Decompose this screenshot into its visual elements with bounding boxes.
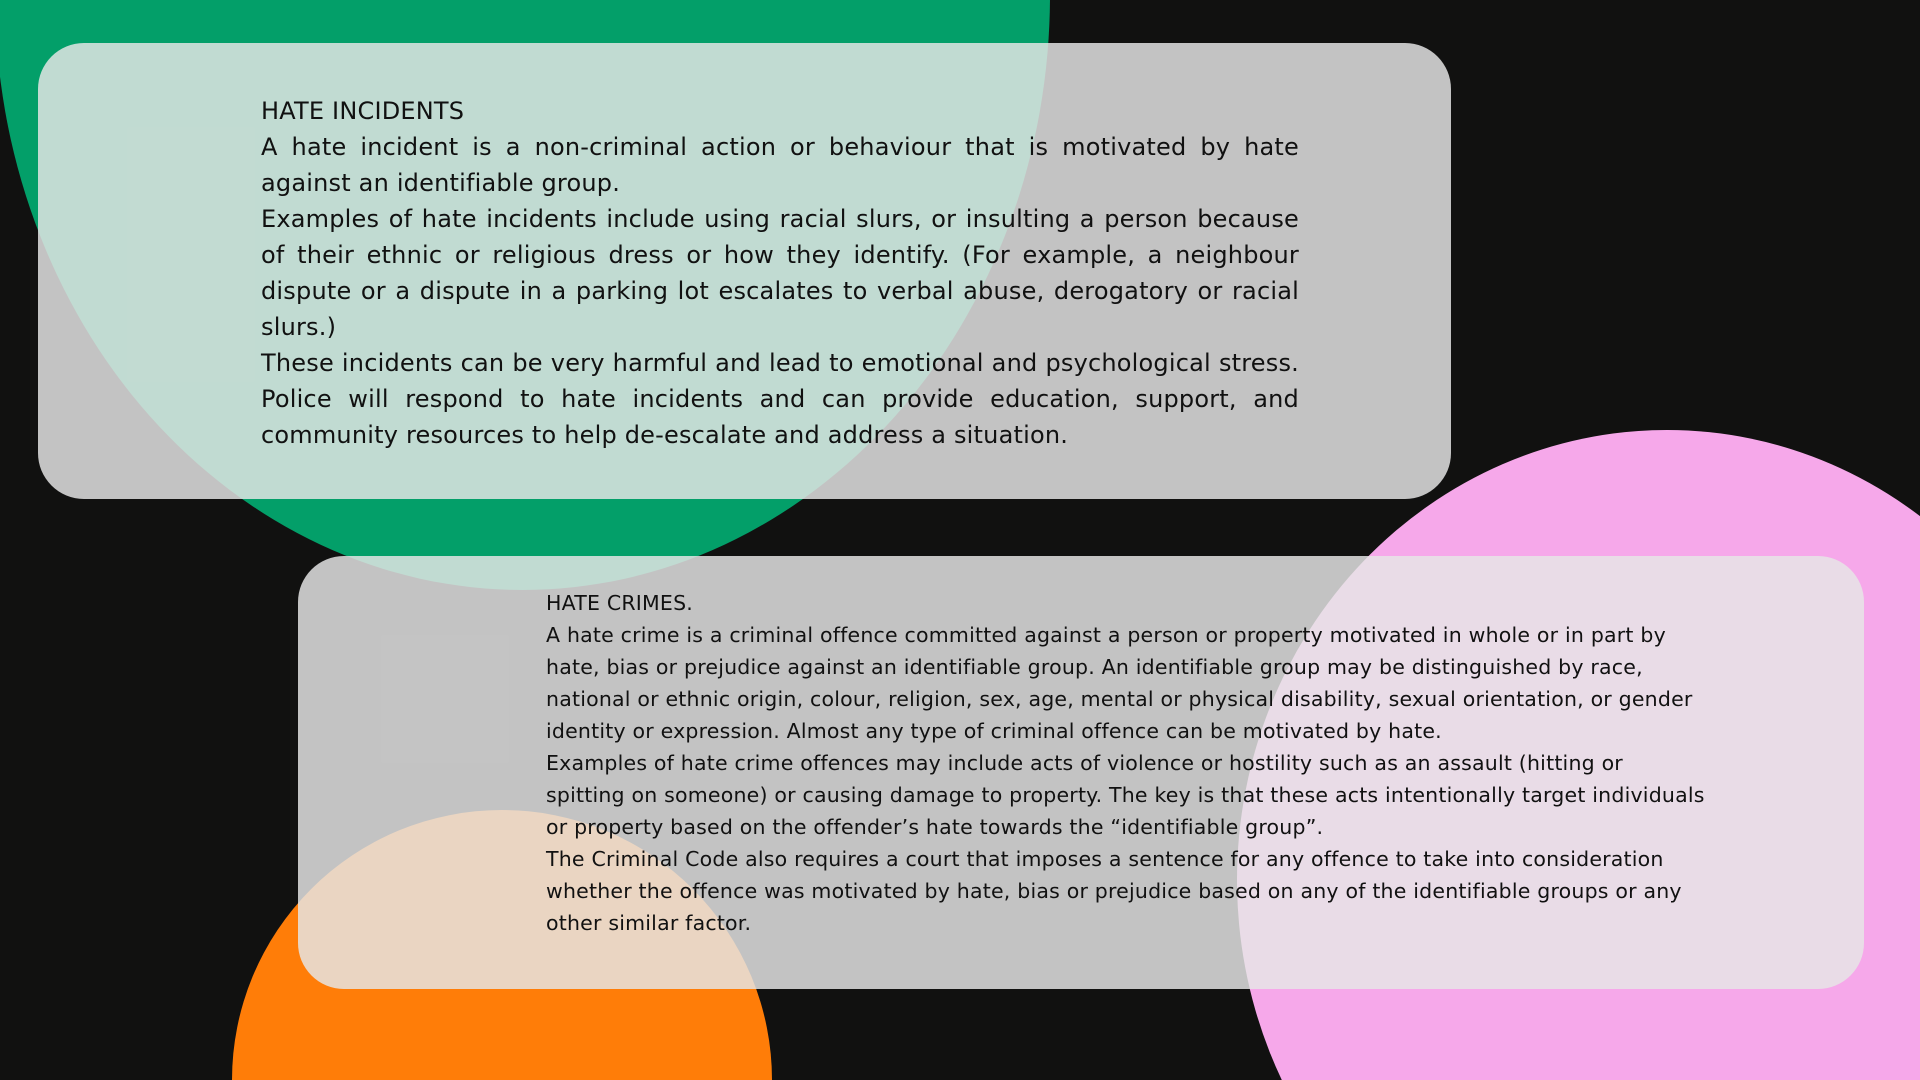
hate-crimes-criminal-code: The Criminal Code also requires a court that imposes a sentence for any offence to take into consideration whether the offence was motivated by hate, bias or prejudice based on any of the identifiable groups or any other similar factor. [546, 847, 1682, 935]
hate-incidents-card [38, 43, 1451, 499]
hate-crimes-examples: Examples of hate crime offences may include acts of violence or hostility such as an assault (hitting or spitting on someone) or causing damage to property. The key is that these acts intentionally target individuals or property based on the offender’s hate towards the “identifiable group”. [546, 751, 1705, 839]
hate-crimes-definition: A hate crime is a criminal offence committed against a person or property motivated in whole or in part by hate, bias or prejudice against an identifiable group. An identifiable group may be distinguished by race, national or ethnic origin, colour, religion, sex, age, mental or physical disability, sexual orientation, or gender identity or expression. Almost any type of criminal offence can be motivated by hate. [546, 623, 1693, 743]
hate-incidents-examples: Examples of hate incidents include using racial slurs, or insulting a person because of their ethnic or religious dress or how they identify. (For example, a neighbour dispute or a dispute in a parking lot escalates to verbal abuse, derogatory or racial slurs.) [261, 205, 1299, 341]
hate-crimes-card [298, 556, 1864, 989]
hate-crimes-heading: HATE CRIMES. [546, 591, 694, 615]
hate-incidents-text [261, 93, 1299, 453]
hate-incidents-heading: HATE INCIDENTS [261, 97, 465, 125]
hate-crimes-text [546, 587, 1706, 939]
hate-incidents-definition: A hate incident is a non-criminal action or behaviour that is motivated by hate against an identifiable group. [261, 133, 1299, 197]
hate-incidents-response: These incidents can be very harmful and lead to emotional and psychological stress. Police will respond to hate incidents and can provide education, support, and community resources to help de-escalate and address a situation. [261, 349, 1299, 449]
